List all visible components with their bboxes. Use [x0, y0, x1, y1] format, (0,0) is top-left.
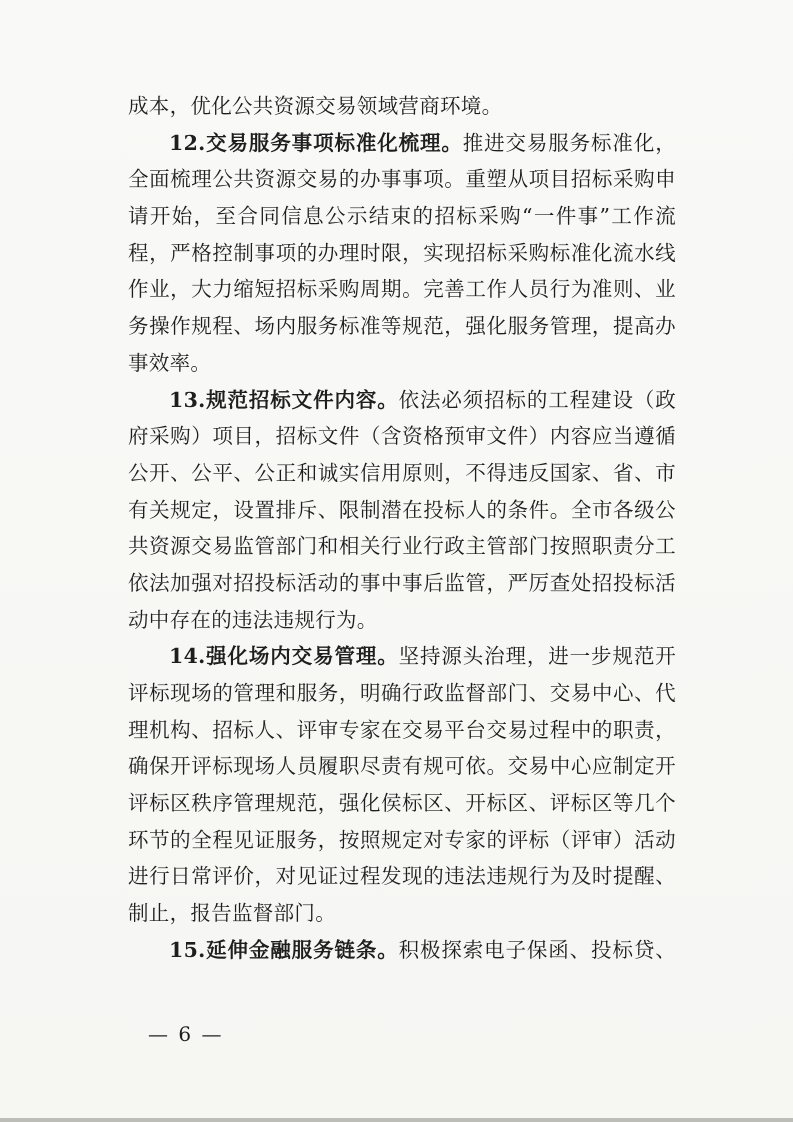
line-text: 请开始，至合同信息公示结束的招标采购“一件事”工作流	[128, 204, 676, 229]
text-line	[128, 565, 676, 602]
line-text: 依法必须招标的工程建设（政	[398, 387, 677, 412]
line-text: 依法加强对招投标活动的事中事后监管，严厉查处招投标活	[128, 570, 676, 595]
text-line	[128, 638, 676, 675]
line-text: 成本，优化公共资源交易领域营商环境。	[128, 94, 503, 118]
line-text: 评标区秩序管理规范，强化侯标区、开标区、评标区等几个	[128, 791, 676, 816]
text-line	[128, 418, 676, 455]
section-heading: 15.延伸金融服务链条。	[169, 937, 399, 962]
text-line	[128, 675, 676, 712]
text-line	[128, 198, 676, 235]
line-text: 积极探索电子保函、投标贷、	[398, 937, 677, 962]
line-text: 作业，大力缩短招标采购周期。完善工作人员行为准则、业	[128, 277, 676, 302]
line-text: 制止，报告监督部门。	[128, 901, 336, 926]
line-text: 全面梳理公共资源交易的办事事项。重塑从项目招标采购申	[128, 167, 676, 192]
text-line	[128, 822, 676, 859]
section-heading: 12.交易服务事项标准化梳理。	[169, 130, 463, 155]
text-line	[128, 345, 676, 382]
line-text: 事效率。	[128, 350, 212, 375]
line-text: 确保开评标现场人员履职尽责有规可依。交易中心应制定开	[128, 754, 676, 779]
line-text: 评标现场的管理和服务，明确行政监督部门、交易中心、代	[128, 681, 676, 705]
text-line	[128, 712, 676, 749]
line-text: 进行日常评价，对见证过程发现的违法违规行为及时提醒、	[128, 864, 676, 889]
line-text: 理机构、招标人、评审专家在交易平台交易过程中的职责，	[128, 717, 676, 742]
scan-edge	[0, 1118, 793, 1122]
line-text: 程，严格控制事项的办理时限，实现招标采购标准化流水线	[128, 240, 676, 265]
text-line	[128, 271, 676, 308]
line-text: 有关规定，设置排斥、限制潜在投标人的条件。全市各级公	[128, 497, 676, 522]
line-text: 推进交易服务标准化，	[462, 130, 676, 155]
text-line	[128, 382, 676, 419]
text-line	[128, 88, 676, 125]
text-line	[128, 161, 676, 198]
text-line	[128, 895, 676, 932]
text-line	[128, 932, 676, 969]
line-text: 环节的全程见证服务，按照规定对专家的评标（评审）活动	[128, 827, 676, 852]
text-line	[128, 785, 676, 822]
line-text: 公开、公平、公正和诚实信用原则，不得违反国家、省、市	[128, 460, 676, 485]
text-line	[128, 748, 676, 785]
text-line	[128, 455, 676, 492]
page-number: — 6 —	[148, 1022, 224, 1046]
line-text: 坚持源头治理，进一步规范开	[398, 644, 677, 669]
line-text: 共资源交易监管部门和相关行业行政主管部门按照职责分工	[128, 534, 676, 559]
text-line	[128, 308, 676, 345]
line-text: 动中存在的违法违规行为。	[128, 607, 378, 632]
text-line	[128, 235, 676, 272]
section-heading: 13.规范招标文件内容。	[169, 387, 399, 412]
section-heading: 14.强化场内交易管理。	[169, 644, 399, 669]
line-text: 府采购）项目，招标文件（含资格预审文件）内容应当遵循	[128, 424, 676, 449]
body-text	[128, 88, 676, 969]
line-text: 务操作规程、场内服务标准等规范，强化服务管理，提高办	[128, 314, 676, 339]
text-line	[128, 528, 676, 565]
text-line	[128, 125, 676, 162]
text-line	[128, 492, 676, 529]
text-line	[128, 602, 676, 639]
text-line	[128, 858, 676, 895]
